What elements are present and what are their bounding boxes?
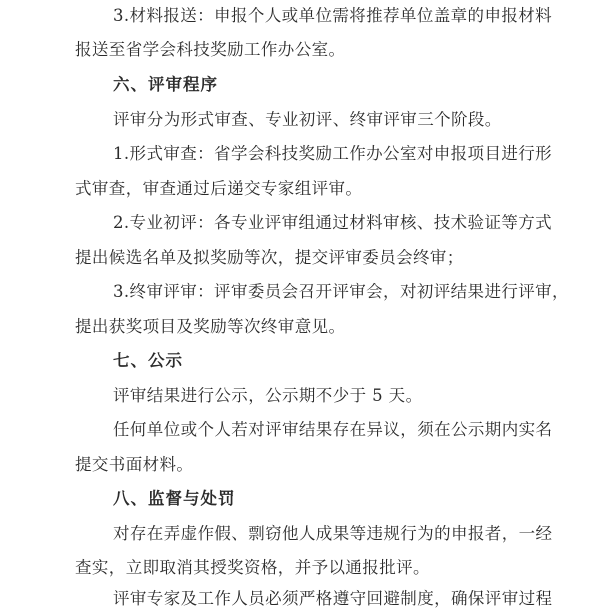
s7-para1: 评审结果进行公示，公示期不少于 5 天。 <box>113 386 423 405</box>
s8-para1-line1: 对存在弄虚作假、剽窃他人成果等违规行为的申报者，一经 <box>113 524 553 543</box>
s8-para2-line1: 评审专家及工作人员必须严格遵守回避制度，确保评审过程 <box>113 589 553 608</box>
s6-item3-line2: 提出获奖项目及奖励等次终审意见。 <box>75 317 346 336</box>
s8-para1-line2: 查实，立即取消其授奖资格，并予以通报批评。 <box>75 558 430 577</box>
s7-para2-line1: 任何单位或个人若对评审结果存在异议，须在公示期内实名 <box>113 420 553 439</box>
section-heading-review-procedure: 六、评审程序 <box>113 75 218 94</box>
s5-item3-line1: 3.材料报送：申报个人或单位需将推荐单位盖章的申报材料 <box>113 6 553 25</box>
s6-item2-line1: 2.专业初评：各专业评审组通过材料审核、技术验证等方式 <box>113 213 553 232</box>
s6-intro: 评审分为形式审查、专业初评、终审评审三个阶段。 <box>113 110 502 129</box>
s6-item1-line1: 1.形式审查：省学会科技奖励工作办公室对申报项目进行形 <box>113 144 553 163</box>
s6-item3-line1: 3.终审评审：评审委员会召开评审会，对初评结果进行评审， <box>113 282 569 301</box>
s5-item3-line2: 报送至省学会科技奖励工作办公室。 <box>75 40 346 59</box>
s6-item2-line2: 提出候选名单及拟奖励等次，提交评审委员会终审； <box>75 248 464 267</box>
s6-item1-line2: 式审查，审查通过后递交专家组评审。 <box>75 179 363 198</box>
s7-para2-line2: 提交书面材料。 <box>75 455 194 474</box>
section-heading-publicity: 七、公示 <box>113 351 183 370</box>
section-heading-supervision: 八、监督与处罚 <box>113 489 236 508</box>
